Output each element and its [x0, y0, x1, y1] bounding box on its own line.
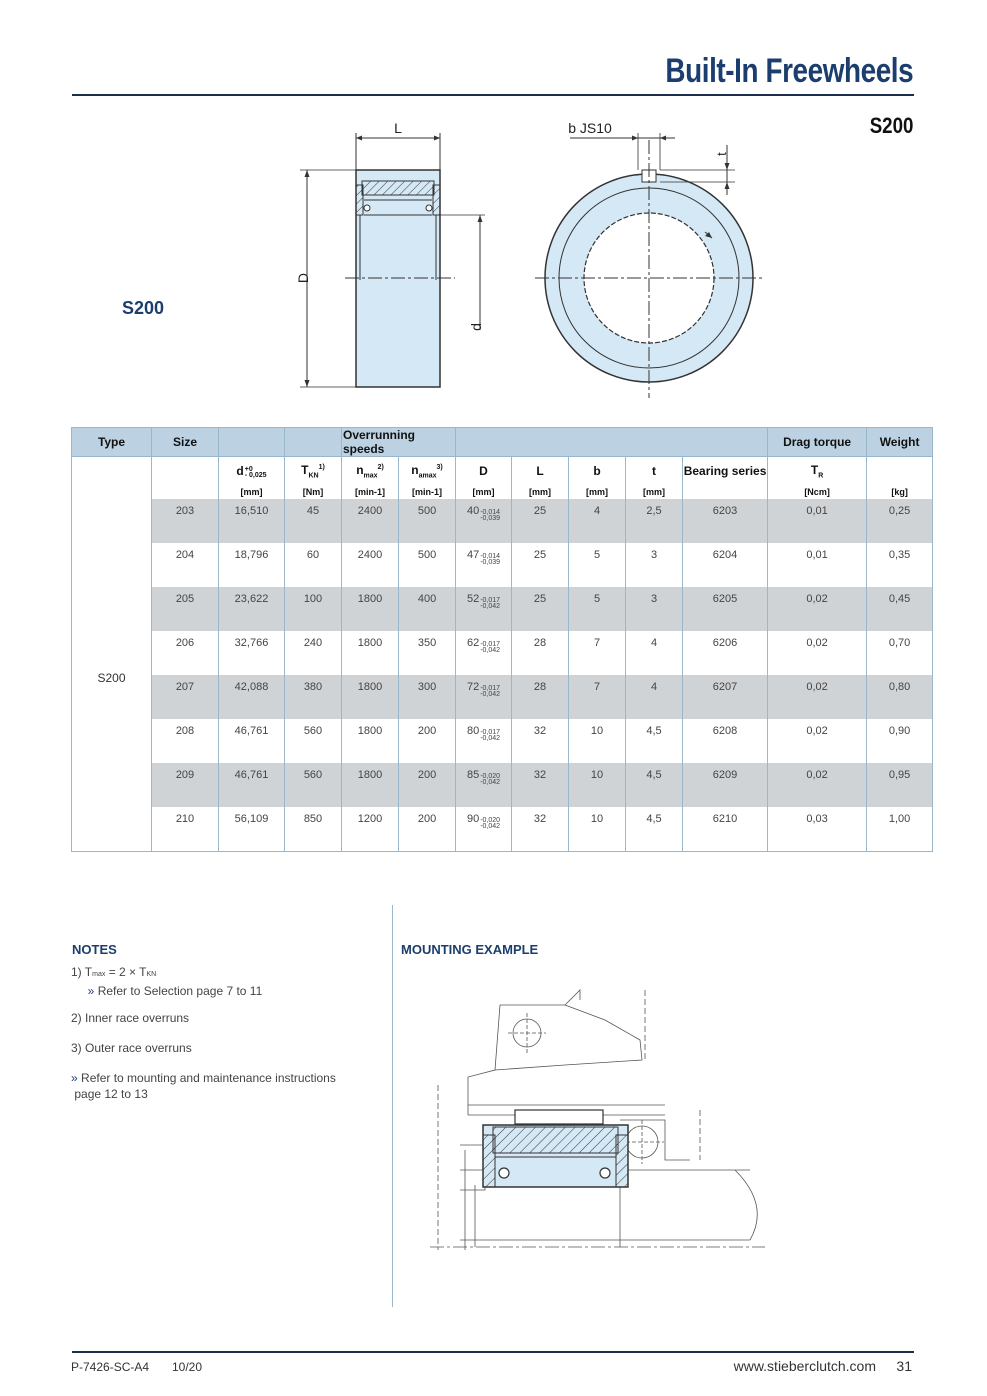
- footer-rule: [72, 1351, 914, 1353]
- cell-TR: 0,02: [768, 587, 867, 631]
- document-date: 10/20: [172, 1360, 203, 1374]
- page-number: 31: [896, 1358, 912, 1374]
- cell-namax: 200: [399, 719, 456, 763]
- front-view: [535, 133, 765, 398]
- cell-L: 25: [512, 499, 569, 543]
- cell-T: 560: [285, 719, 342, 763]
- note-1: 1) Tmax = 2 × TKN » Refer to Selection page 7 to 11: [71, 965, 263, 998]
- sym-t: t: [626, 457, 683, 486]
- cell-L: 32: [512, 763, 569, 807]
- cell-b: 7: [569, 631, 626, 675]
- cell-size: 203: [152, 499, 219, 543]
- cell-t: 3: [626, 587, 683, 631]
- cell-t: 4,5: [626, 807, 683, 852]
- cell-size: 206: [152, 631, 219, 675]
- cell-t: 4: [626, 631, 683, 675]
- col-type: Type: [72, 428, 152, 457]
- cell-T: 100: [285, 587, 342, 631]
- dim-d-label: d: [468, 323, 484, 331]
- table-row: [72, 719, 933, 763]
- cell-weight: 0,35: [867, 543, 933, 587]
- cell-L: 32: [512, 719, 569, 763]
- cell-T: 560: [285, 763, 342, 807]
- cell-t: 4,5: [626, 763, 683, 807]
- series-code: S200: [869, 113, 913, 138]
- cell-namax: 300: [399, 675, 456, 719]
- cell-d: 46,761: [219, 763, 285, 807]
- cell-size: 209: [152, 763, 219, 807]
- dim-L-label: L: [394, 120, 402, 136]
- cell-size: 210: [152, 807, 219, 852]
- cell-namax: 200: [399, 807, 456, 852]
- cell-b: 4: [569, 499, 626, 543]
- cell-T: 380: [285, 675, 342, 719]
- cell-T: 850: [285, 807, 342, 852]
- cell-bearing: 6204: [683, 543, 768, 587]
- sym-L: L: [512, 457, 569, 486]
- spec-table: [71, 427, 933, 852]
- unit-b: [mm]: [569, 485, 626, 499]
- col-weight: Weight: [867, 428, 933, 457]
- note-1-reference: Refer to Selection page 7 to 11: [97, 984, 263, 998]
- sym-n-amax: $n_{amax}^{3)}$: [399, 457, 456, 486]
- table-row: [72, 631, 933, 675]
- sym-n-max: $n_{max}^{2)}$: [342, 457, 399, 486]
- cell-size: 208: [152, 719, 219, 763]
- note-3: 3) Outer race overruns: [71, 1041, 192, 1055]
- table-unit-row: [72, 485, 933, 499]
- cell-D: 47-0,014 -0,039: [456, 543, 512, 587]
- cell-TR: 0,02: [768, 763, 867, 807]
- sym-d: d+0 - 0,025: [219, 457, 285, 486]
- type-cell: S200: [72, 499, 152, 852]
- dim-t-label: t: [714, 152, 729, 156]
- cell-bearing: 6206: [683, 631, 768, 675]
- cell-L: 28: [512, 631, 569, 675]
- cell-bearing: 6205: [683, 587, 768, 631]
- cell-weight: 0,45: [867, 587, 933, 631]
- cell-t: 2,5: [626, 499, 683, 543]
- col-size: Size: [152, 428, 219, 457]
- cell-b: 7: [569, 675, 626, 719]
- unit-TR: [Ncm]: [768, 485, 867, 499]
- unit-T: [Nm]: [285, 485, 342, 499]
- cell-bearing: 6208: [683, 719, 768, 763]
- cell-d: 16,510: [219, 499, 285, 543]
- sym-D: D: [456, 457, 512, 486]
- cell-bearing: 6207: [683, 675, 768, 719]
- cell-T: 240: [285, 631, 342, 675]
- cell-nmax: 1800: [342, 587, 399, 631]
- cell-TR: 0,02: [768, 675, 867, 719]
- sym-T-R: $T_R$: [768, 457, 867, 486]
- cell-b: 5: [569, 543, 626, 587]
- cell-bearing: 6210: [683, 807, 768, 852]
- table-row: [72, 807, 933, 852]
- unit-namax: [min-1]: [399, 485, 456, 499]
- cell-weight: 1,00: [867, 807, 933, 852]
- cell-b: 10: [569, 807, 626, 852]
- drawing-label: S200: [122, 298, 165, 318]
- notes-heading: NOTES: [72, 942, 117, 957]
- sym-bearing-series: Bearing series: [683, 457, 768, 486]
- cell-d: 32,766: [219, 631, 285, 675]
- cell-L: 28: [512, 675, 569, 719]
- col-drag-torque: Drag torque: [768, 428, 867, 457]
- cell-T: 45: [285, 499, 342, 543]
- dim-D-label: D: [295, 272, 311, 284]
- mounting-example-drawing: [420, 985, 780, 1265]
- table-row: [72, 587, 933, 631]
- dim-b-label: b JS10: [568, 120, 612, 136]
- unit-weight: [kg]: [867, 485, 933, 499]
- cell-TR: 0,02: [768, 719, 867, 763]
- cell-namax: 200: [399, 763, 456, 807]
- cell-size: 204: [152, 543, 219, 587]
- cell-nmax: 1800: [342, 763, 399, 807]
- cell-nmax: 1800: [342, 719, 399, 763]
- cell-d: 18,796: [219, 543, 285, 587]
- cell-nmax: 2400: [342, 499, 399, 543]
- website-link[interactable]: www.stieberclutch.com: [733, 1358, 876, 1374]
- cell-D: 72-0,017 -0,042: [456, 675, 512, 719]
- cell-D: 90-0,020 -0,042: [456, 807, 512, 852]
- cell-d: 23,622: [219, 587, 285, 631]
- cell-size: 205: [152, 587, 219, 631]
- cell-nmax: 1800: [342, 675, 399, 719]
- cell-TR: 0,02: [768, 631, 867, 675]
- cell-namax: 350: [399, 631, 456, 675]
- cell-weight: 0,90: [867, 719, 933, 763]
- cell-TR: 0,03: [768, 807, 867, 852]
- col-overrunning-speeds: Overrunning speeds: [342, 428, 456, 457]
- cell-namax: 500: [399, 499, 456, 543]
- note-2: 2) Inner race overruns: [71, 1011, 190, 1025]
- cell-size: 207: [152, 675, 219, 719]
- table-symbol-row: [72, 457, 933, 486]
- cell-t: 3: [626, 543, 683, 587]
- cell-L: 32: [512, 807, 569, 852]
- unit-L: [mm]: [512, 485, 569, 499]
- cell-nmax: 2400: [342, 543, 399, 587]
- table-row: [72, 499, 933, 543]
- cell-D: 85-0,020 -0,042: [456, 763, 512, 807]
- cell-weight: 0,25: [867, 499, 933, 543]
- cell-nmax: 1800: [342, 631, 399, 675]
- cell-TR: 0,01: [768, 543, 867, 587]
- cell-namax: 500: [399, 543, 456, 587]
- cell-t: 4,5: [626, 719, 683, 763]
- unit-d: [mm]: [219, 485, 285, 499]
- cell-b: 5: [569, 587, 626, 631]
- cell-D: 62-0,017 -0,042: [456, 631, 512, 675]
- freewheel-drawing: [0, 0, 987, 420]
- sym-b: b: [569, 457, 626, 486]
- cell-bearing: 6209: [683, 763, 768, 807]
- cell-T: 60: [285, 543, 342, 587]
- cell-TR: 0,01: [768, 499, 867, 543]
- cell-weight: 0,70: [867, 631, 933, 675]
- side-view: [300, 133, 485, 387]
- cell-D: 52-0,017 -0,042: [456, 587, 512, 631]
- cell-D: 80-0,017 -0,042: [456, 719, 512, 763]
- cell-weight: 0,95: [867, 763, 933, 807]
- cell-weight: 0,80: [867, 675, 933, 719]
- cell-b: 10: [569, 763, 626, 807]
- mounting-heading: MOUNTING EXAMPLE: [401, 942, 539, 957]
- cell-d: 46,761: [219, 719, 285, 763]
- table-row: [72, 675, 933, 719]
- cell-L: 25: [512, 587, 569, 631]
- unit-D: [mm]: [456, 485, 512, 499]
- cell-L: 25: [512, 543, 569, 587]
- table-group-header: [72, 428, 933, 457]
- table-row: [72, 543, 933, 587]
- sym-T-KN: $T_{KN}^{1)}$: [285, 457, 342, 486]
- table-row: [72, 763, 933, 807]
- cell-d: 42,088: [219, 675, 285, 719]
- page-title: Built-In Freewheels: [665, 52, 913, 90]
- cell-bearing: 6203: [683, 499, 768, 543]
- column-divider: [392, 905, 393, 1307]
- cell-namax: 400: [399, 587, 456, 631]
- unit-nmax: [min-1]: [342, 485, 399, 499]
- note-4: » Refer to mounting and maintenance instructions page 12 to 13: [71, 1071, 336, 1101]
- cell-b: 10: [569, 719, 626, 763]
- cell-t: 4: [626, 675, 683, 719]
- document-code: P-7426-SC-A4: [71, 1360, 150, 1374]
- unit-t: [mm]: [626, 485, 683, 499]
- table-body: [72, 499, 933, 852]
- cell-D: 40-0,014 -0,039: [456, 499, 512, 543]
- cell-d: 56,109: [219, 807, 285, 852]
- cell-nmax: 1200: [342, 807, 399, 852]
